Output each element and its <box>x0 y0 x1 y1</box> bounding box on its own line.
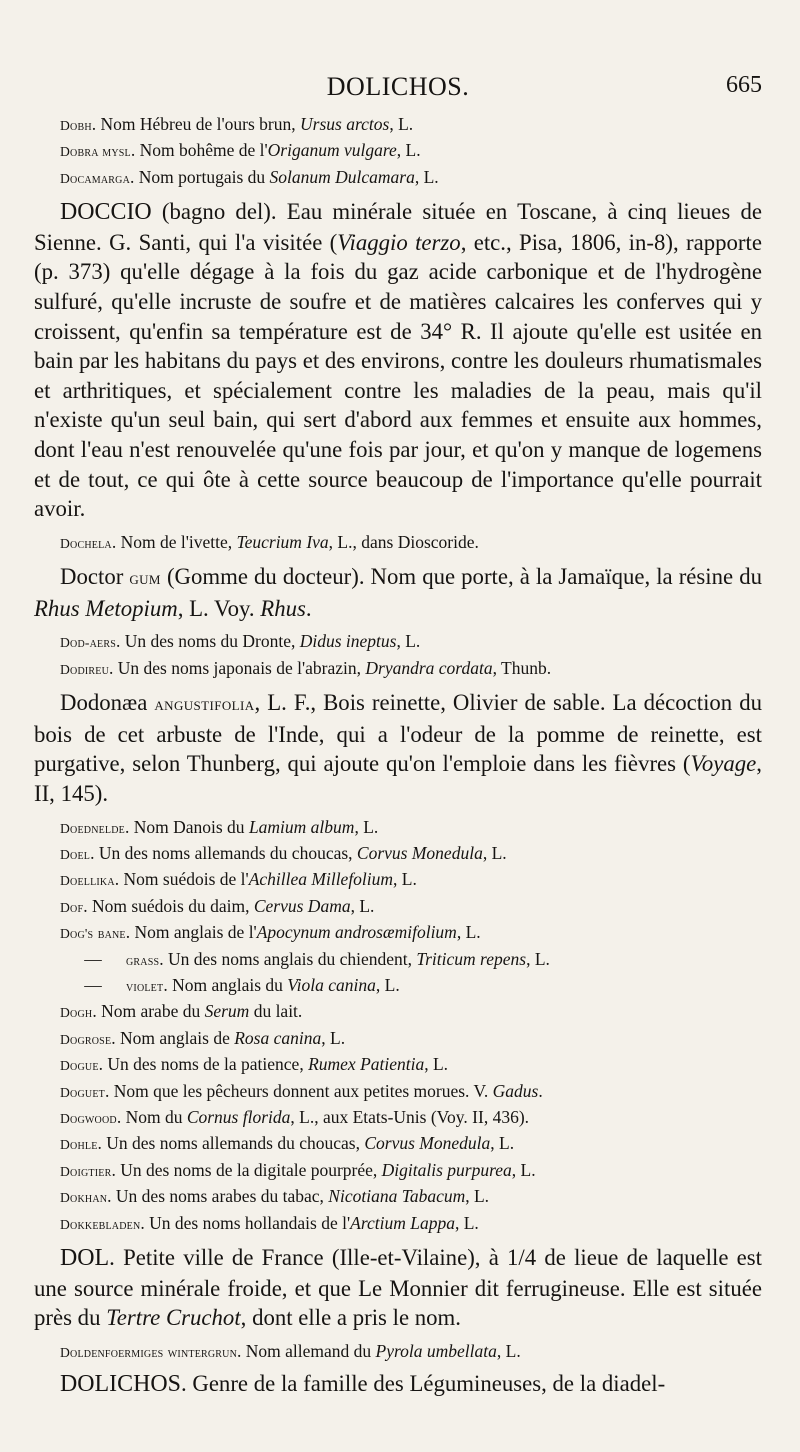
entry-text: du lait. <box>249 1001 303 1022</box>
entry-text: , L. <box>456 922 481 943</box>
entry-text: . Nom suédois du daim, <box>83 895 254 916</box>
entry-latin-name: Solanum Dulcamara <box>269 166 415 187</box>
entry-headword: Doellika <box>60 873 115 889</box>
entry-headword-continued: bane <box>97 926 126 942</box>
entry-text: , etc., Pisa, 1806, in-8), rapporte (p. 373) qu'elle dégage à la fois du gaz acide carbonique et de l'hydrogène sulfuré, qu'elle incruste de soufre et de matières calcaires les conferves qui y croissent, qu'enfin sa température est de 34° R. Il ajoute qu'elle est usitée en bain par les habitans du pays et des environs, contre les douleurs rhumatismales et arthritiques, et spécialement contre les maladies de la peau, mais qu'il n'existe qu'un seul bain, qui sert d'abord aux femmes et ensuite aux hommes, dont l'eau n'est renouvelée qu'une fois par jour, et qu'on y manque de logemens et de tout, ce qui ôte à cette source beaucoup de l'importance qu'elle pourrait avoir. <box>34 229 762 522</box>
entry-text: , L. <box>393 869 417 890</box>
entry-dohle <box>60 1131 762 1157</box>
repeat-dash: — <box>84 974 102 995</box>
entry-headword: DOL <box>60 1245 110 1272</box>
entry-dobra-mysl <box>60 138 762 164</box>
entry-text: , L., dans Dioscoride. <box>328 531 479 552</box>
entry-headword: DOCCIO <box>60 199 152 226</box>
entry-text: . Un des noms anglais du chiendent, <box>159 948 417 969</box>
entry-text: . Nom anglais de <box>111 1027 235 1048</box>
entry-text: . Nom arabe du <box>92 1001 205 1022</box>
entry-cross-reference: Gadus <box>492 1080 539 1101</box>
entry-text: . Nom Danois du <box>124 816 249 837</box>
entry-text: , L. <box>389 114 414 134</box>
entry-dodireu <box>60 656 762 682</box>
entry-text: . Nom anglais de l' <box>125 922 257 943</box>
entry-headword: Dogue <box>60 1058 99 1074</box>
entry-text: , L. <box>511 1159 536 1180</box>
entry-violet <box>60 973 762 999</box>
entry-latin-name: Triticum repens <box>416 948 527 969</box>
entry-headword: Dog's <box>60 926 94 942</box>
entry-text: . Un des noms allemands du choucas, <box>97 1133 365 1154</box>
entry-latin-name: Didus ineptus <box>299 631 397 652</box>
entry-dokkebladen <box>60 1211 762 1237</box>
page-number: 665 <box>726 72 762 98</box>
entry-text: , Thunb. <box>492 657 552 678</box>
entry-latin-name: Viola canina <box>287 974 376 995</box>
entry-dogwood <box>60 1105 762 1131</box>
entry-headword: Dokhan <box>60 1190 108 1206</box>
entry-latin-name: Lamium album <box>248 816 355 837</box>
entry-text: , L., aux Etats-Unis (Voy. II, 436). <box>290 1107 530 1127</box>
entry-headword: grass <box>126 952 160 968</box>
entry-latin-name: Dryandra cordata <box>365 657 493 678</box>
entry-latin-name: Cornus florida <box>186 1107 291 1127</box>
entry-text: . Nom du <box>116 1107 187 1127</box>
entry-headword: Dodireu <box>60 661 110 677</box>
entry-latin-name: Origanum vulgare <box>267 140 397 161</box>
entry-text: . Un des noms hollandais de l' <box>140 1212 351 1233</box>
entry-text: . Un des noms de la patience, <box>98 1054 309 1075</box>
entry-text: . <box>538 1080 543 1101</box>
entry-place-name: Tertre Cruchot <box>106 1305 241 1331</box>
entry-latin-name: Rumex Patientia <box>308 1054 425 1075</box>
entry-grass <box>60 947 762 973</box>
entry-text: , L. <box>482 842 507 863</box>
entry-latin-name: Nicotiana Tabacum <box>328 1186 466 1207</box>
entry-headword: Dobh <box>60 118 92 133</box>
entry-headword: DOLICHOS <box>60 1371 181 1398</box>
entry-text: . Nom portugais du <box>130 166 270 187</box>
entry-text: . Nom bohême de l' <box>130 140 268 161</box>
entry-text: (bagno del). Eau minérale située en Toscane, à cinq lieues de Sienne. G. Santi, qui l'a visitée ( <box>34 199 762 255</box>
entry-latin-name: Digitalis purpurea <box>381 1159 512 1180</box>
entry-dol <box>34 1243 762 1333</box>
entry-text: , dont elle a pris le nom. <box>240 1305 461 1331</box>
entry-text: , L. <box>496 1340 521 1361</box>
entry-text: , L. <box>396 631 421 652</box>
entry-headword: Doel <box>60 846 91 862</box>
entry-dokhan <box>60 1184 762 1210</box>
repeat-dash: — <box>84 948 102 969</box>
entry-book-title: Viaggio terzo <box>337 229 461 255</box>
entry-doccio <box>34 197 762 524</box>
entry-doel <box>60 841 762 867</box>
entry-latin-name: Pyrola umbellata <box>375 1340 497 1361</box>
entry-text: (Gomme du docteur). Nom que porte, à la Jamaïque, la résine du <box>160 564 762 590</box>
entry-text: , L. F., Bois reinette, Olivier de sable. La décoction du bois de cet arbuste de l'Inde, qui a l'odeur de la pomme de reinette, est purgative, selon Thunberg, qui ajoute qu'on l'emploie dans les fièvres ( <box>34 690 762 777</box>
entry-headword: Dodonæa <box>60 690 148 716</box>
entry-book-title: Voyage <box>690 751 757 777</box>
entry-text: . Un des noms du Dronte, <box>116 631 300 652</box>
entry-doigtier <box>60 1158 762 1184</box>
entry-doellika <box>60 867 762 893</box>
entry-text: . Nom de l'ivette, <box>111 531 237 552</box>
entry-headword-continued: gum <box>129 568 161 590</box>
entry-text: , L. <box>396 140 421 161</box>
entry-headword: Doldenfoermiges <box>60 1344 164 1360</box>
entry-latin-name: Corvus Monedula <box>364 1133 491 1154</box>
entry-text: . Petite ville de France (Ille-et-Vilaine), à 1/4 de lieue de laquelle est une source minérale froide, et que Le Monnier dit ferrugineuse. Elle est située près du <box>34 1245 762 1331</box>
entry-latin-name: Corvus Monedula <box>356 842 483 863</box>
entry-dod-aers <box>60 629 762 655</box>
entry-doctor-gum <box>34 562 762 623</box>
entry-headword-continued: wintergrun <box>167 1344 238 1360</box>
entry-text: . Un des noms allemands du choucas, <box>90 842 357 863</box>
entry-headword: Dobra mysl <box>60 144 131 160</box>
entry-doldenfoermiges <box>60 1339 762 1365</box>
entry-dolichos <box>34 1369 762 1400</box>
entry-headword: Dogh <box>60 1005 93 1021</box>
entry-headword: Dof <box>60 899 84 915</box>
entry-text: . Nom que les pêcheurs donnent aux petites morues. V. <box>104 1080 493 1101</box>
entry-headword: Dohle <box>60 1137 98 1153</box>
entry-docamarga <box>60 165 762 191</box>
entry-headword: Doguet <box>60 1084 105 1100</box>
entry-doednelde <box>60 815 762 841</box>
entry-text: , L. <box>375 974 400 995</box>
entry-headword-continued: angustifolia <box>154 694 255 716</box>
entry-text: , L. <box>454 1212 479 1233</box>
entry-headword: Doednelde <box>60 820 125 836</box>
entry-latin-name: Rosa canina <box>234 1027 322 1048</box>
entry-latin-name: Rhus Metopium <box>34 595 178 621</box>
entry-headword: Doigtier <box>60 1163 112 1179</box>
entry-text: . Nom Hébreu de l'ours brun, <box>91 114 301 134</box>
entry-doguet <box>60 1079 762 1105</box>
entry-latin-name: Arctium Lappa <box>350 1212 455 1233</box>
entry-text: . Nom allemand du <box>237 1340 376 1361</box>
entry-headword: Dochela <box>60 535 112 551</box>
entry-dodonaea <box>34 688 762 808</box>
entry-text: . Un des noms japonais de l'abrazin, <box>109 657 366 678</box>
entry-text: , L. <box>424 1054 449 1075</box>
entry-latin-name: Teucrium Iva <box>236 531 329 552</box>
entry-headword: Dogwood <box>60 1111 117 1126</box>
entry-text: , II, 145). <box>34 751 762 806</box>
page-header <box>34 72 762 112</box>
entry-latin-name: Serum <box>204 1001 250 1022</box>
entry-headword: Doctor <box>60 564 124 590</box>
entry-text: , L. Voy. <box>177 595 261 621</box>
entry-headword: Docamarga <box>60 170 130 186</box>
entry-dogh <box>60 999 762 1025</box>
entry-text: , L. <box>350 895 375 916</box>
entry-dof <box>60 894 762 920</box>
entry-text: , L. <box>414 166 439 187</box>
dictionary-entries <box>34 112 762 1406</box>
entry-dobh <box>60 112 762 138</box>
entry-text: . Genre de la famille des Légumineuses, de la diadel- <box>180 1371 666 1397</box>
entry-text: , L. <box>465 1186 490 1207</box>
entry-text: , L. <box>321 1027 346 1048</box>
entry-dogs-bane <box>60 920 762 946</box>
entry-text: , L. <box>526 948 550 969</box>
entry-text: . <box>305 595 312 621</box>
running-title: DOLICHOS. <box>326 72 470 101</box>
entry-text: . Nom suédois de l' <box>114 869 249 890</box>
entry-dochela <box>60 530 762 556</box>
entry-dogrose <box>60 1026 762 1052</box>
entry-text: . Nom anglais du <box>163 974 288 995</box>
entry-latin-name: Cervus Dama <box>253 895 351 916</box>
entry-latin-name: Ursus arctos <box>300 114 390 134</box>
entry-headword: violet <box>126 978 164 994</box>
entry-text: , L. <box>490 1133 515 1154</box>
entry-text: , L. <box>354 816 379 837</box>
entry-text: . Un des noms arabes du tabac, <box>107 1186 329 1207</box>
entry-headword: Dokkebladen <box>60 1216 141 1232</box>
entry-text: . Un des noms de la digitale pourprée, <box>111 1159 382 1180</box>
entry-headword: Dogrose <box>60 1031 112 1047</box>
entry-latin-name: Apocynum androsæmifolium <box>256 922 457 943</box>
entry-headword: Dod-aers <box>60 635 116 651</box>
entry-latin-name: Achillea Millefolium <box>248 869 394 890</box>
entry-dogue <box>60 1052 762 1078</box>
entry-cross-reference: Rhus <box>260 595 306 621</box>
